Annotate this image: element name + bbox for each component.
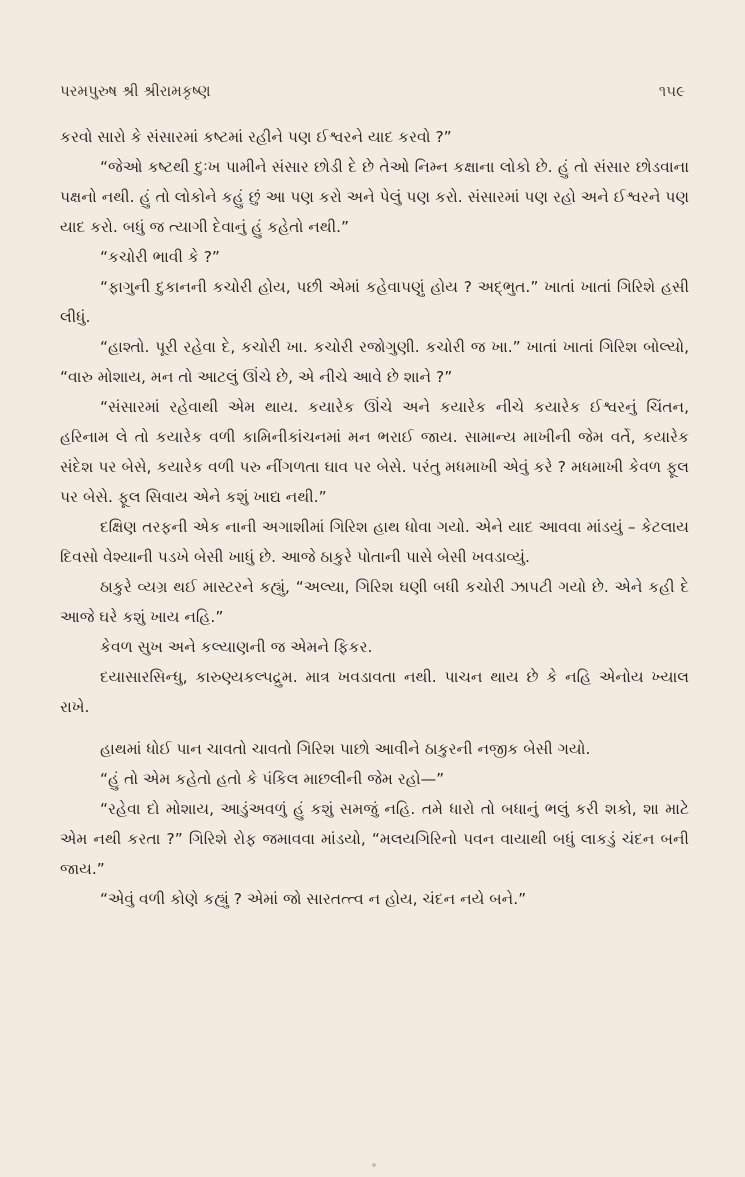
paragraph: કેવળ સુખ અને કલ્યાણની જ એમને ફિકર. — [100, 638, 373, 656]
page-header — [60, 82, 685, 100]
page-number: ૧૫૯ — [658, 82, 685, 100]
paragraph: “હું તો એમ કહેતો હતો કે પંકિલ માછલીની જેમ રહો—” — [100, 770, 445, 788]
paragraph: કરવો સારો કે સંસારમાં કષ્ટમાં રહીને પણ ઈશ્વરને યાદ કરવો ?” — [60, 128, 452, 146]
page-speck — [372, 1163, 376, 1167]
paragraph: “એવું વળી કોણે કહ્યું ? એમાં જો સારતત્ત્વ ન હોય, ચંદન નયે બને.” — [100, 890, 527, 908]
paragraph: “ફાગુની દુકાનની કચોરી હોય, પછી એમાં કહેવાપણું હોય ? અદ્ભુત.” ખાતાં ખાતાં ગિરિશે હસી લીધું. — [60, 278, 689, 326]
paragraph: “કચોરી ભાવી કે ?” — [100, 248, 220, 266]
paragraph: “જેઓ કષ્ટથી દુઃખ પામીને સંસાર છોડી દે છે તેઓ નિમ્ન કક્ષાના લોકો છે. હું તો સંસાર છોડવાના પક્ષનો નથી. હું તો લોકોને કહું છું આ પણ કરો અને પેલું પણ કરો. સંસારમાં પણ રહો અને ઈશ્વરને પણ યાદ કરો. બધું જ ત્યાગી દેવાનું હું કહેતો નથી.” — [60, 158, 689, 236]
paragraph: દયાસારસિન્ધુ, કારુણ્યકલ્પદ્રુમ. માત્ર ખવડાવતા નથી. પાચન થાય છે કે નહિ એનોય ખ્યાલ રાખે. — [60, 668, 689, 716]
paragraph: “હાશ્તો. પૂરી રહેવા દે, કચોરી ખા. કચોરી રજોગુણી. કચોરી જ ખા.” ખાતાં ખાતાં ગિરિશ બોલ્યો, “વારુ મોશાય, મન તો આટલું ઊંચે છે, એ નીચે આવે છે શાને ?” — [60, 338, 689, 386]
paragraph: “સંસારમાં રહેવાથી એમ થાય. કયારેક ઊંચે અને કયારેક નીચે કયારેક ઈશ્વરનું ચિંતન, હરિનામ લે તો કયારેક વળી કામિનીકાંચનમાં મન ભરાઈ જાય. સામાન્ય માખીની જેમ વર્તે, કયારેક સંદેશ પર બેસે, કયારેક વળી પરુ નીંગળતા ઘાવ પર બેસે. પરંતુ મધમાખી એવું કરે ? મધમાખી કેવળ ફૂલ પર બેસે. ફૂલ સિવાય એને કશું ખાદ્ય નથી.” — [60, 398, 689, 506]
paragraph: હાથમાં ધોઈ પાન ચાવતો ચાવતો ગિરિશ પાછો આવીને ઠાકુરની નજીક બેસી ગયો. — [100, 740, 591, 758]
running-title: પરમપુરુષ શ્રી શ્રીરામકૃષ્ણ — [60, 82, 211, 100]
paragraph: ઠાકુરે વ્યગ્ર થઈ માસ્ટરને કહ્યું, “અલ્યા, ગિરિશ ઘણી બધી કચોરી ઝાપટી ગયો છે. એને કહી દે આજે ઘરે કશું ખાય નહિ.” — [60, 578, 689, 626]
paragraph: દક્ષિણ તરફની એક નાની અગાશીમાં ગિરિશ હાથ ધોવા ગયો. એને યાદ આવવા માંડયું – કેટલાય દિવસો વેશ્યાની પડખે બેસી ખાધું છે. આજે ઠાકુરે પોતાની પાસે બેસી ખવડાવ્યું. — [60, 518, 689, 566]
page-body — [60, 122, 689, 914]
paragraph: “રહેવા દો મોશાય, આડુંઅવળું હું કશું સમજું નહિ. તમે ધારો તો બધાનું ભલું કરી શકો, શા માટે એમ નથી કરતા ?” ગિરિશે રોફ જમાવવા માંડયો, “મલયગિરિનો પવન વાયાથી બધું લાકડું ચંદન બની જાય.” — [60, 800, 689, 878]
